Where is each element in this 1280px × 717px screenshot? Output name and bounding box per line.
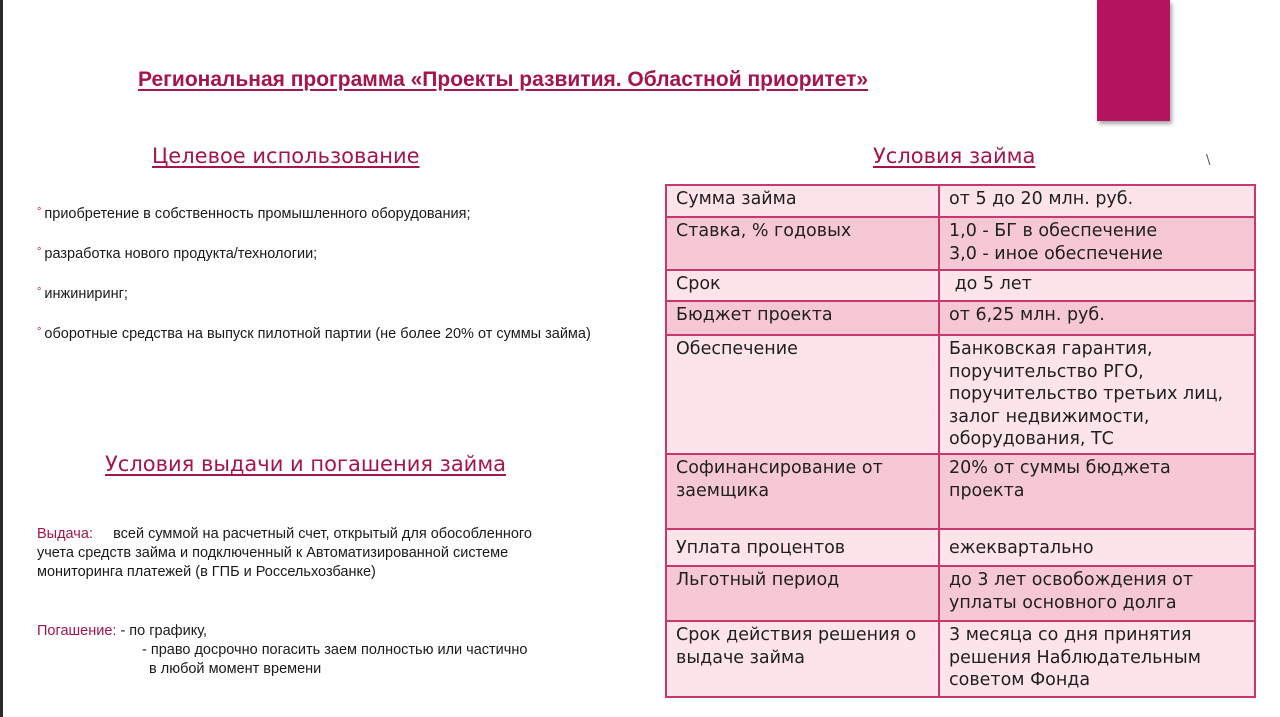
table-row: [666, 335, 1255, 454]
row-value: 20% от суммы бюджета проекта: [939, 454, 1255, 529]
table-row: [666, 621, 1255, 697]
list-item: ° оборотные средства на выпуск пилотной партии (не более 20% от суммы займа): [37, 326, 591, 342]
list-item: ° разработка нового продукта/технологии;: [37, 246, 318, 262]
row-value: до 3 лет освобождения от уплаты основного долга: [939, 566, 1255, 621]
row-value: от 5 до 20 млн. руб.: [939, 185, 1255, 217]
table-row: [666, 566, 1255, 621]
loan-terms-heading: Условия займа: [873, 144, 1036, 168]
row-key: Срок действия решения о выдаче займа: [666, 621, 939, 697]
repay-label: Погашение:: [37, 623, 117, 639]
row-value: ежеквартально: [939, 529, 1255, 566]
target-use-heading: Целевое использование: [152, 144, 420, 168]
row-value: [939, 217, 1255, 270]
table-row: [666, 301, 1255, 335]
row-key: Срок: [666, 270, 939, 301]
row-key: Льготный период: [666, 566, 939, 621]
table-row: [666, 217, 1255, 270]
issue-label: Выдача:: [37, 526, 93, 542]
accent-bar: [1097, 0, 1170, 121]
row-value: Банковская гарантия, поручительство РГО, поручительство третьих лиц, залог недвижимости, оборудования, ТС: [939, 335, 1255, 454]
rate-line-2: 3,0 - иное обеспечение: [949, 243, 1163, 264]
table-row: [666, 185, 1255, 217]
issue-text: всей суммой на расчетный счет, открытый для обособленного учета средств займа и подключенный к Автоматизированной системе мониторинга платежей (в ГПБ и Россельхозбанке): [37, 526, 532, 580]
repay-paragraph: [37, 622, 637, 679]
row-key: Ставка, % годовых: [666, 217, 939, 270]
list-item: ° инжиниринг;: [37, 286, 128, 302]
rate-line-1: 1,0 - БГ в обеспечение: [949, 221, 1158, 241]
left-edge-line: [0, 0, 3, 717]
issue-paragraph: [37, 525, 557, 582]
table-row: [666, 529, 1255, 566]
repay-line-2: - право досрочно погасить заем полностью или частично: [142, 642, 528, 658]
row-value: до 5 лет: [939, 270, 1255, 301]
bullet-icon: °: [37, 246, 42, 258]
bullet-icon: °: [37, 326, 42, 338]
bullet-icon: °: [37, 286, 42, 298]
table-row: [666, 454, 1255, 529]
row-key: Бюджет проекта: [666, 301, 939, 335]
row-key: Сумма займа: [666, 185, 939, 217]
row-value: от 6,25 млн. руб.: [939, 301, 1255, 335]
table-row: [666, 270, 1255, 301]
repay-line-3: в любой момент времени: [149, 661, 322, 677]
bullet-icon: °: [37, 206, 42, 218]
row-key: Обеспечение: [666, 335, 939, 454]
row-value: 3 месяца со дня принятия решения Наблюдательным советом Фонда: [939, 621, 1255, 697]
row-key: Софинансирование от заемщика: [666, 454, 939, 529]
target-use-list: [37, 203, 617, 363]
row-key: Уплата процентов: [666, 529, 939, 566]
repay-line-1: - по графику,: [120, 623, 208, 639]
loan-terms-table: [665, 184, 1256, 698]
list-item: ° приобретение в собственность промышленного оборудования;: [37, 206, 471, 222]
decor-tick: \: [1206, 153, 1211, 168]
issue-terms-heading: Условия выдачи и погашения займа: [105, 452, 507, 476]
page-title: Региональная программа «Проекты развития. Областной приоритет»: [138, 68, 869, 91]
